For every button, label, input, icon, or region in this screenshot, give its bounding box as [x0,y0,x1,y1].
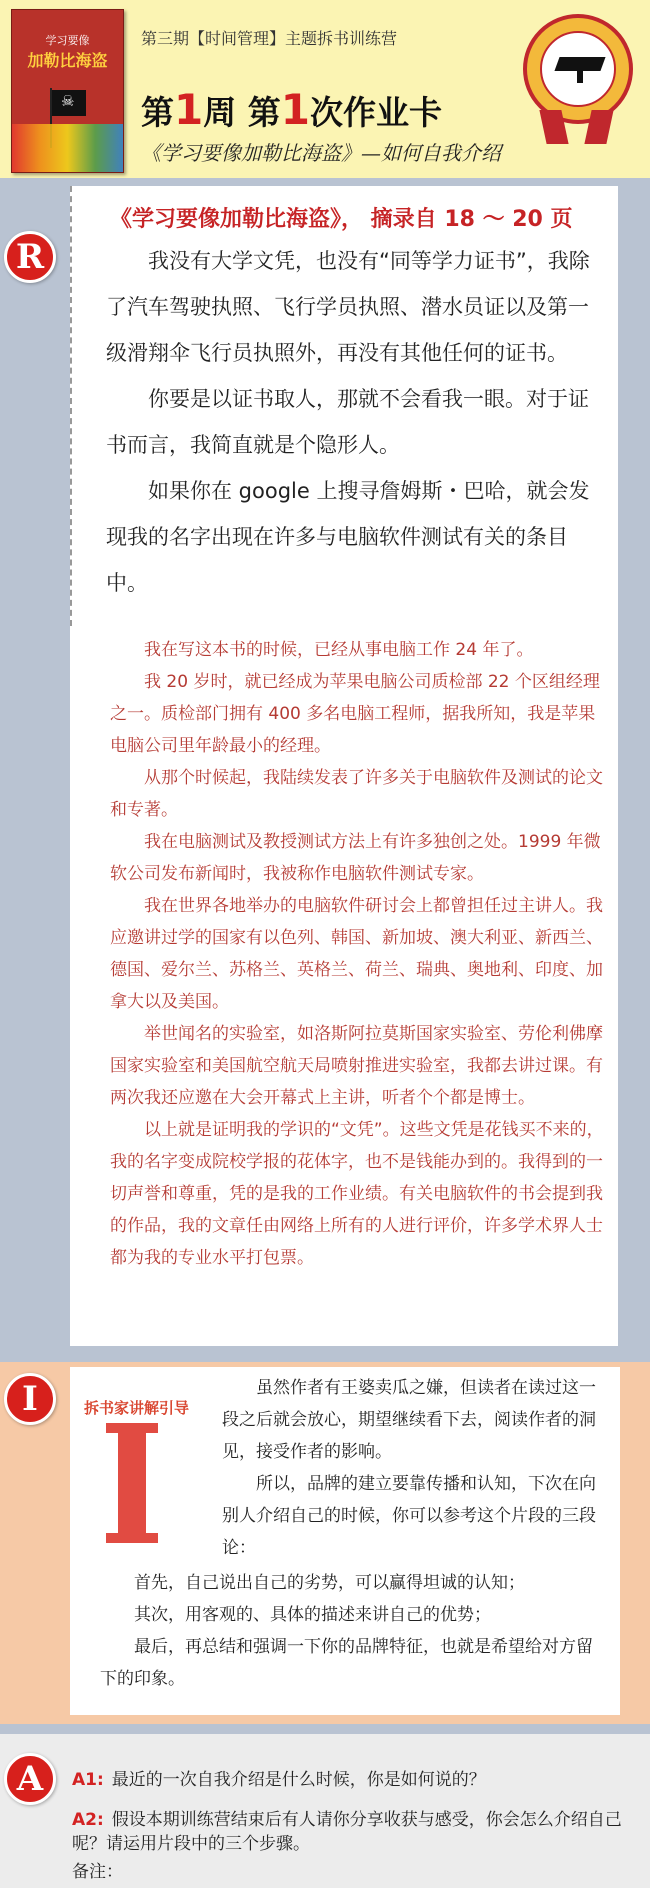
section-i-marker: I [4,1373,56,1425]
cover-stripe [12,124,123,172]
guide-step: 其次，用客观的、具体的描述来讲自己的优势； [134,1605,491,1625]
pirate-flag-icon [52,90,86,116]
guide-steps [100,1567,605,1695]
guide-paragraph: 所以，品牌的建立要靠传播和认知，下次在向别人介绍自己的时候，你可以参考这个片段的三段论： [222,1474,596,1558]
excerpt-body-bottom [110,634,604,1274]
excerpt-paragraph: 我在写这本书的时候，已经从事电脑工作 24 年了。 [144,640,534,660]
excerpt-paragraph: 你要是以证书取人，那就不会看我一眼。对于证书而言，我简直就是个隐形人。 [106,387,589,457]
pillar-i-icon [118,1429,146,1537]
question-a1 [72,1768,486,1792]
excerpt-paragraph: 我在世界各地举办的电脑软件研讨会上都曾担任过主讲人。我应邀讲过学的国家有以色列、韩国、新加坡、澳大利亚、新西兰、德国、爱尔兰、苏格兰、英格兰、荷兰、瑞典、奥地利、印度、加拿大以及美国。 [110,896,603,1012]
guide-intro [222,1372,602,1564]
week-number: 1 [174,85,204,134]
book-topic-line: 《学习要像加勒比海盗》—如何自我介绍 [141,141,501,165]
excerpt-paragraph: 如果你在 google 上搜寻詹姆斯・巴哈，就会发现我的名字出现在许多与电脑软件测试有关的条目中。 [106,479,590,595]
time-suffix: 次作业卡 [309,93,442,132]
question-a2 [72,1808,632,1856]
question-a1-text: 最近的一次自我介绍是什么时候，你是如何说的？ [111,1770,486,1790]
excerpt-body-top [106,238,606,606]
excerpt-paragraph: 我在电脑测试及教授测试方法上有许多独创之处。1999 年微软公司发布新闻时，我被称作电脑软件测试专家。 [110,832,601,884]
chaishubang-badge-logo [523,14,633,124]
excerpt-paragraph: 我没有大学文凭，也没有“同等学力证书”，我除了汽车驾驶执照、飞行学员执照、潜水员证以及第一级滑翔伞飞行员执照外，再没有其他任何的证书。 [106,249,590,365]
excerpt-paragraph: 从那个时候起，我陆续发表了许多关于电脑软件及测试的论文和专著。 [110,768,603,820]
section-r-marker: R [4,231,56,283]
section-a-marker: A [4,1753,56,1805]
time-number: 1 [280,85,310,134]
excerpt-paragraph: 我 20 岁时，就已经成为苹果电脑公司质检部 22 个区组经理之一。质检部门拥有 400 多名电脑工程师，据我所知，我是苹果电脑公司里年龄最小的经理。 [110,672,600,756]
book-cover-title-small: 学习要像 [45,34,90,47]
header-banner [0,0,650,178]
guide-step: 最后，再总结和强调一下你的品牌特征，也就是希望给对方留下的印象。 [100,1637,593,1689]
cap-tassel [577,69,583,83]
excerpt-page-top [70,186,618,626]
book-cover-title-big: 加勒比海盗 [27,51,108,70]
excerpt-paragraph: 举世闻名的实验室，如洛斯阿拉莫斯国家实验室、劳伦利佛摩国家实验室和美国航空航天局喷射推进实验室，我都去讲过课。有两次我还应邀在大会开幕式上主讲，听者个个都是博士。 [110,1024,603,1108]
guide-step: 首先，自己说出自己的劣势，可以赢得坦诚的认知； [134,1573,525,1593]
question-a1-key: A1: [72,1770,104,1790]
week-prefix: 第 [141,93,174,132]
badge-inner [540,31,616,107]
book-cover-image [11,9,124,173]
note-label: 备注： [72,1862,123,1882]
guide-card [70,1367,620,1715]
camp-subtitle: 第三期【时间管理】主题拆书训练营 [141,29,398,48]
excerpt-paragraph: 以上就是证明我的学识的“文凭”。这些文凭是花钱买不来的，我的名字变成院校学报的花体字，也不是钱能办到的。我得到的一切声誉和尊重，凭的是我的工作业绩。有关电脑软件的书会提到我的作品，我的文章任由网络上所有的人进行评价，许多学术界人士都为我的专业水平打包票。 [110,1120,604,1268]
week-mid: 周 第 [203,93,281,132]
guide-paragraph: 虽然作者有王婆卖瓜之嫌，但读者在读过这一段之后就会放心，期望继续看下去，阅读作者的洞见，接受作者的影响。 [222,1378,596,1462]
question-a2-key: A2: [72,1810,104,1830]
excerpt-page-bottom [70,626,618,1346]
homework-card-title [141,85,442,134]
guide-label: 拆书家讲解引导 [84,1399,190,1417]
excerpt-title: 《学习要像加勒比海盗》， 摘录自 18 ～ 20 页 [110,207,573,232]
question-a2-text: 假设本期训练营结束后有人请你分享收获与感受，你会怎么介绍自己呢？请运用片段中的三个步骤。 [72,1810,622,1854]
